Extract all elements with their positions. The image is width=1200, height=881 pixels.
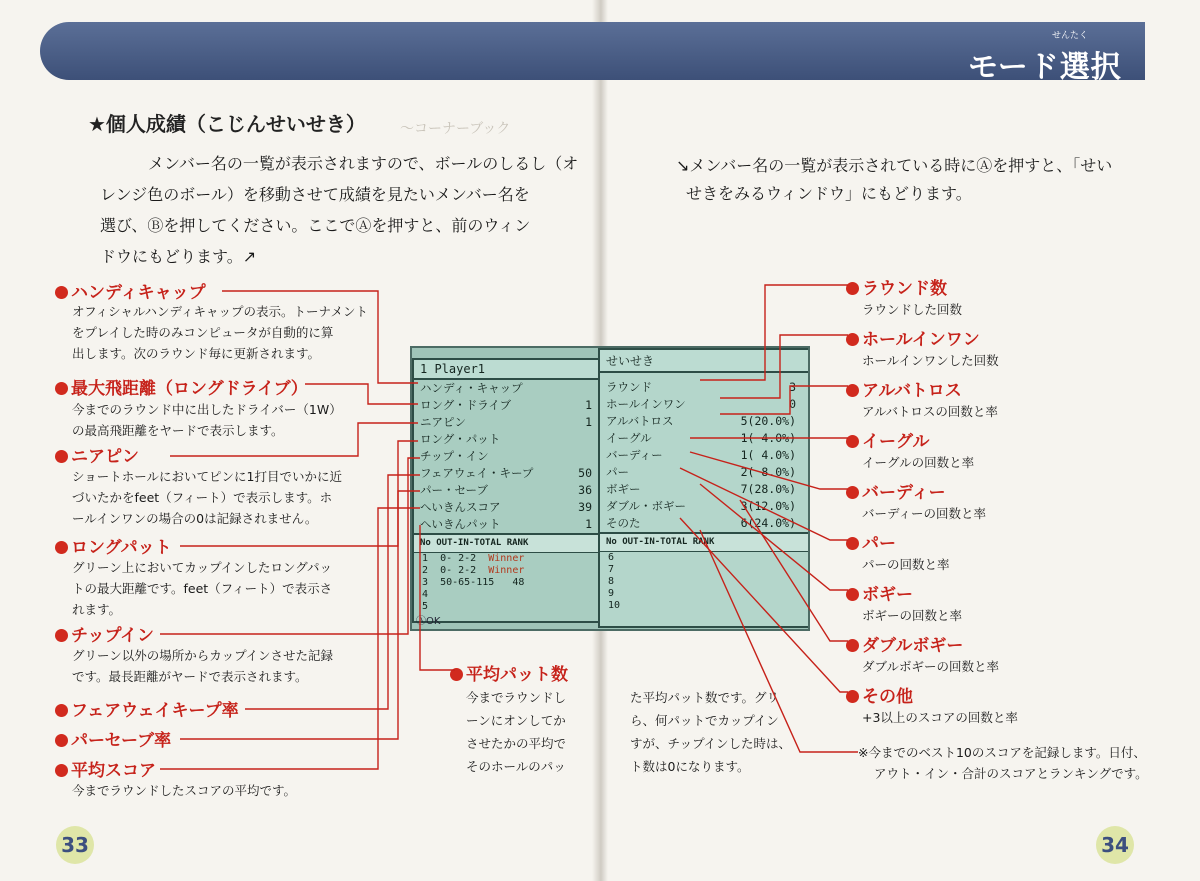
label-long-putt [55,533,172,558]
score-no: 2 [422,565,429,576]
desc-line: の最高飛距離をヤードで表示します。 [72,423,284,438]
stat-label: アルバトロス [606,414,674,428]
bullet-icon [846,333,859,346]
label-double-bogey [846,631,963,656]
stat-value: 6(24.0%) [740,516,796,530]
bullet-icon [846,537,859,550]
score-no: 4 [422,589,429,600]
desc-chip-in [72,645,333,687]
score-row [414,589,600,601]
label-text: アルバトロス [862,381,962,401]
desc-line: 今までラウンドし [466,690,567,705]
desc-line: です。最長距離がヤードで表示されます。 [72,669,308,684]
bullet-icon [55,286,68,299]
ok-prompt: ⒶOK [416,616,441,627]
label-text: イーグル [862,432,930,452]
desc-bogey: ボギーの回数と率 [862,608,963,623]
desc-line: ーンにオンしてか [466,713,566,728]
label-text: バーディー [862,483,946,503]
score-no: 5 [422,601,429,612]
desc-line: そのホールのパッ [466,759,566,774]
score-value: 0- 2-2 [440,553,477,564]
desc-line: づいたかをfeet（フィート）で表示します。ホ [72,490,333,505]
desc-hole-in-one: ホールインワンした回数 [862,353,999,368]
score-row [414,601,600,613]
stat-row [414,516,600,533]
stat-value: 50 [578,466,592,480]
label-long-drive [55,374,308,399]
stat-label: ロング・パット [420,432,501,446]
desc-line: 出します。次のラウンド毎に更新されます。 [72,346,321,361]
stat-label: ニアピン [420,415,466,429]
stat-row [600,413,808,430]
intro-line: 選び、Ⓑを押してください。ここでⒶを押すと、前のウィン [100,216,531,235]
score-no: 1 [422,553,429,564]
desc-line: ショートホールにおいてピンに1打目でいかに近 [72,469,342,484]
title-furigana: せんたく [1052,31,1089,41]
label-text: パー [862,534,896,554]
stat-label: ハンディ・キャップ [420,381,523,395]
stat-label: ホールインワン [606,397,686,411]
score-rank: 48 [512,577,525,588]
score-value: 0- 2-2 [440,565,477,576]
label-text: ニアピン [71,447,139,467]
stat-value: 0 [789,397,796,411]
label-near-pin [55,442,139,467]
desc-line: すが、チップインした時は、 [630,736,792,751]
stats-window-left [412,358,602,623]
score-row: 6 [608,552,615,563]
stat-value: 39 [578,500,592,514]
label-hole-in-one [846,325,980,350]
desc-line: オフィシャルハンディキャップの表示。トーナメント [72,304,369,319]
stat-value: 3(12.0%) [740,499,796,513]
stat-label: ダブル・ボギー [606,499,687,513]
label-fairway-keep [55,696,239,721]
section-title: ★個人成績（こじんせいせき） [88,112,366,136]
bullet-icon [55,734,68,747]
label-text: ロングパット [71,538,172,558]
label-text: 平均スコア [71,761,156,781]
score-value: 50-65-115 [440,577,495,588]
label-par [846,529,896,554]
score-row: 7 [608,564,615,575]
label-eagle [846,427,930,452]
stat-row [600,481,808,498]
note-line: ※今までのベスト10のスコアを記録します。日付、 [858,745,1146,760]
desc-long-putt [72,557,332,620]
stat-label: イーグル [606,431,652,445]
label-handicap [55,278,206,303]
stat-row [600,396,808,413]
score-row: 8 [608,576,615,587]
label-text: ホールインワン [862,330,980,350]
bullet-icon [55,629,68,642]
stat-row [600,430,808,447]
score-table-header: No OUT-IN-TOTAL RANK [414,533,600,553]
stat-row [600,447,808,464]
stat-row [600,464,808,481]
stat-label: ロング・ドライブ [420,398,512,412]
window-tab: せいせき [600,350,808,373]
intro-line: ドウにもどります。↗ [100,247,257,266]
label-other [846,682,913,707]
label-text: ラウンド数 [862,279,947,299]
bullet-icon [55,704,68,717]
bullet-icon [55,764,68,777]
desc-line: をプレイした時のみコンピュータが自動的に算 [72,325,334,340]
label-par-save [55,726,171,751]
desc-line: ールインワンの場合の0は記録されません。 [72,511,318,526]
score-row: 10 [608,600,621,611]
label-text: ダブルボギー [862,636,964,656]
stat-row [600,379,808,396]
intro-line: レンジ色のボール）を移動させて成績を見たいメンバー名を [100,185,530,204]
label-text: ハンディキャップ [71,283,206,303]
stat-label: へいきんスコア [420,500,501,514]
desc-long-drive [72,399,342,441]
left-intro [148,148,578,179]
stat-label: チップ・イン [420,449,489,463]
player-name: 1 Player1 [414,360,600,380]
stat-value: 3 [789,380,796,394]
bullet-icon [846,486,859,499]
desc-albatross: アルバトロスの回数と率 [862,404,998,419]
label-chip-in [55,621,154,646]
desc-line: ト数は0になります。 [630,759,750,774]
label-text: 最大飛距離（ロングドライブ） [71,379,308,399]
desc-birdie: バーディーの回数と率 [862,506,987,521]
label-text: パーセーブ率 [71,731,172,751]
desc-avg-putt [466,686,566,778]
bullet-icon [846,639,859,652]
bullet-icon [846,435,859,448]
stats-window-right [598,348,810,628]
stat-row [414,397,600,414]
stat-label: そのた [606,516,641,530]
stat-value: 2( 8.0%) [740,465,796,479]
intro-line: ↘メンバー名の一覧が表示されている時にⒶを押すと、「せい [676,156,1113,175]
label-text: チップイン [71,626,154,646]
stat-row [414,431,600,448]
desc-avg-putt-cont [630,686,791,778]
label-avg-putt [450,660,568,685]
score-row [414,553,600,565]
stat-value: 7(28.0%) [740,482,796,496]
desc-par: パーの回数と率 [862,557,950,572]
stat-label: フェアウェイ・キープ [420,466,534,480]
intro-line: メンバー名の一覧が表示されますので、ボールのしるし（オ [148,154,579,173]
page-number-right: 34 [1096,826,1134,864]
label-bogey [846,580,913,605]
stat-row [414,414,600,431]
label-text: その他 [862,687,913,707]
label-text: 平均パット数 [466,665,568,685]
stat-label: ラウンド [606,380,652,394]
bullet-icon [55,450,68,463]
stat-label: バーディー [606,448,663,462]
score-no: 3 [422,577,429,588]
stat-row [414,482,600,499]
stat-value: 1 [585,415,592,429]
stat-label: パー・セーブ [420,483,488,497]
desc-other: +3以上のスコアの回数と率 [862,710,1018,725]
stat-row [414,380,600,397]
stat-row [600,515,808,532]
bullet-icon [450,668,463,681]
desc-eagle: イーグルの回数と率 [862,455,975,470]
right-intro [676,152,1176,208]
page-number-left: 33 [56,826,94,864]
desc-line: グリーン以外の場所からカップインさせた記録 [72,648,334,663]
label-text: フェアウェイキープ率 [71,701,239,721]
stat-label: ボギー [606,482,641,496]
label-birdie [846,478,946,503]
game-screenshot [410,346,810,631]
stat-label: パー [606,465,629,479]
stat-value: 1( 4.0%) [740,448,796,462]
desc-double-bogey: ダブルボギーの回数と率 [862,659,1000,674]
stat-value: 1 [585,398,592,412]
stat-value: 1 [585,517,592,531]
stat-row [414,448,600,465]
bullet-icon [846,282,859,295]
desc-line: 今までラウンドしたスコアの平均です。 [72,783,297,798]
desc-line: グリーン上においてカップインしたロングパッ [72,560,333,575]
desc-handicap [72,301,368,364]
desc-line: トの最大距離です。feet（フィート）で表示さ [72,581,333,596]
bullet-icon [846,690,859,703]
stat-row [414,499,600,516]
desc-near-pin [72,466,342,529]
desc-line: れます。 [72,602,122,617]
left-intro-cont [100,179,580,272]
desc-line: 今までのラウンド中に出したドライバー（1W） [72,402,342,417]
bullet-icon [55,382,68,395]
stat-label: へいきんパット [420,517,501,531]
label-avg-score [55,756,156,781]
bleed-text: 〜コーナーブック [400,121,511,137]
stat-row [414,465,600,482]
stat-value: 36 [578,483,592,497]
score-table-header: No OUT-IN-TOTAL RANK [600,532,808,552]
stat-value: 1( 4.0%) [740,431,796,445]
page-title: モード選択 [968,50,1122,85]
score-row: 9 [608,588,615,599]
desc-line: た平均パット数です。グリ [630,690,780,705]
intro-line: せきをみるウィンドウ」にもどります。 [686,184,972,203]
best10-note [858,742,1148,784]
stat-row [600,498,808,515]
desc-rounds: ラウンドした回数 [862,302,963,317]
bullet-icon [55,541,68,554]
stat-value: 5(20.0%) [740,414,796,428]
score-rank: Winner [488,565,525,576]
bullet-icon [846,384,859,397]
bullet-icon [846,588,859,601]
desc-line: ら、何パットでカップイン [630,713,779,728]
label-text: ボギー [862,585,913,605]
score-row [414,565,600,577]
desc-line: させたかの平均で [466,736,567,751]
score-row [414,577,600,589]
desc-avg-score [72,780,296,801]
label-albatross [846,376,962,401]
note-line: アウト・イン・合計のスコアとランキングです。 [874,766,1148,781]
score-rank: Winner [488,553,525,564]
label-rounds [846,274,947,299]
